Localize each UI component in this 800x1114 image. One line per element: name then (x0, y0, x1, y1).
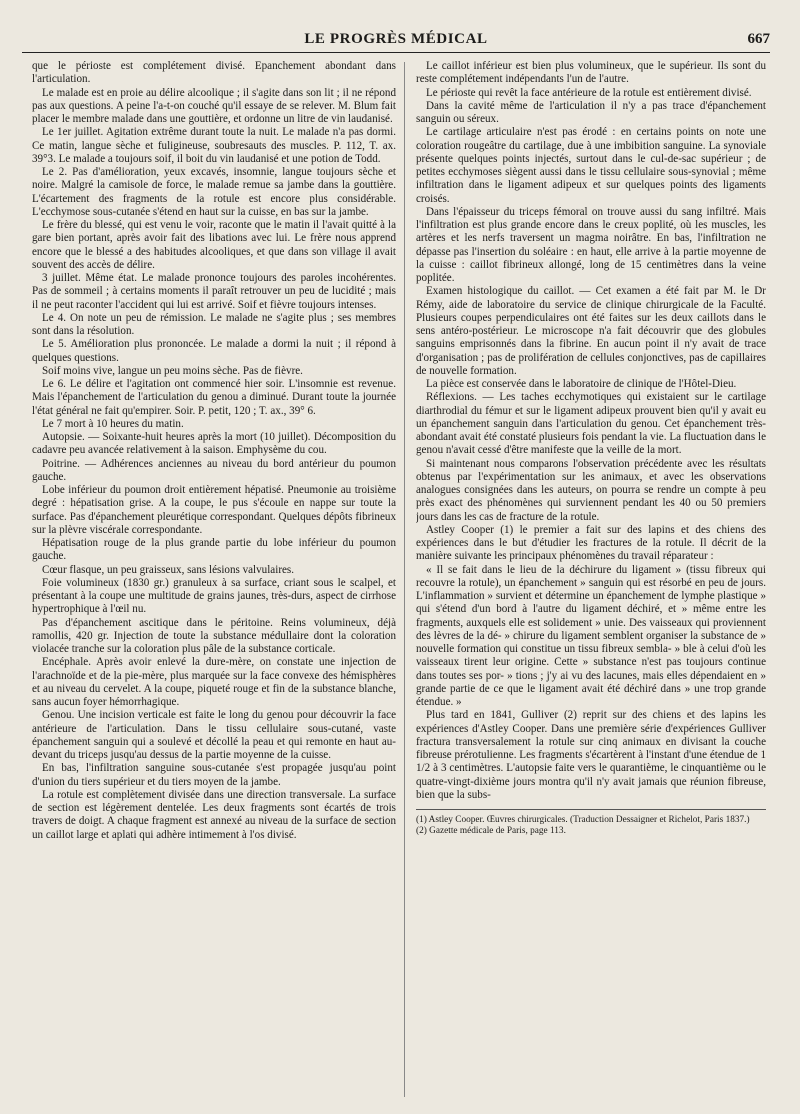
paragraph: Le 2. Pas d'amélioration, yeux excavés, insomnie, langue toujours sèche et noire. Malgré la camisole de force, le malade remue sa jambe dans la gouttière. L'écartement des fragments de la rotule est encore plus considérable. L'ecchymose sous-cutanée s'étend en haut sur la cuisse, en bas sur la jambe. (32, 166, 396, 218)
paragraph: Le cartilage articulaire n'est pas érodé : en certains points on note une coloration rougeâtre du cartilage, due à une imbibition sanguine. La synoviale présente quelques points injectés, surtout dans le cul-de-sac supérieur ; de petites ecchymoses siègent aussi dans le tissu cellulaire sous-synovial ; même infiltration dans le ligament adipeux et sur quelques points des ligaments croisés. (416, 126, 766, 205)
footnote-rule (416, 809, 766, 810)
paragraph: Le frère du blessé, qui est venu le voir, raconte que le matin il l'avait quitté à la gare bien portant, après avoir fait des libations avec lui. Le frère nous apprend encore que le blessé a des habitudes alcooliques, et que dans son village il avait souvent des accès de délire. (32, 219, 396, 271)
paragraph: Astley Cooper (1) le premier a fait sur des lapins et des chiens des expériences dans le but d'étudier les fractures de la rotule. Il décrit de la manière suivante les principaux phénomènes du travail réparateur : (416, 523, 766, 563)
paragraph: Pas d'épanchement ascitique dans le péritoine. Reins volumineux, déjà ramollis, 420 gr. Injection de toute la substance médullaire dont la coloration violacée tranche sur la coloration plus pâle de la substance corticale. (32, 616, 396, 655)
paragraph-autopsie: Autopsie. — Soixante-huit heures après la mort (10 juillet). Décomposition du cadavre peu avancée relativement à la saison. Emphysème du cou. (32, 431, 396, 457)
paragraph: Si maintenant nous comparons l'observation précédente avec les résultats obtenus par l'expérimentation sur les animaux, et avec les observations analogues consignées dans les auteurs, on pourra se rendre un compte à peu près exact des phénomènes qui surviennent pendant les 40 ou 50 premiers jours dans les cas de fracture de la rotule. (416, 457, 766, 523)
footnote: (1) Astley Cooper. Œuvres chirurgicales. (Traduction Dessaigner et Richelot, Paris 1837.) (416, 815, 750, 825)
paragraph: Dans l'épaisseur du triceps fémoral on trouve aussi du sang infiltré. Mais l'infiltration est plus grande encore dans le creux poplité, où les muscles, les artères et les nerfs traversent un magma noirâtre. En bas, l'infiltration ne dépasse pas l'insertion du soléaire : en haut, elle arrive à la partie moyenne de la cuisse : caillot fibrineux allongé, long de 15 centimètres dans la veine poplitée. (416, 205, 766, 284)
paragraph-examen: Examen histologique du caillot. — Cet examen a été fait par M. le Dr Rémy, aide de laboratoire du service de clinique chirurgicale de la Faculté. Plusieurs coupes perpendiculaires ont été faites sur les deux caillots dans le sens antéro-postérieur. Le microscope n'a fait découvrir que des globules sanguins emprisonnés dans la fibrine. En aucun point il n'y avait de trace d'organisation ; pas de prolifération de cellules conjonctives, pas de capillaires de nouvelle formation. (416, 285, 766, 377)
journal-title: LE PROGRÈS MÉDICAL (304, 31, 488, 47)
paragraph: 3 juillet. Même état. Le malade prononce toujours des paroles incohérentes. Pas de sommeil ; à certains moments il paraît retrouver un peu de lucidité ; mais il ne peut raconter l'accident qui lui est arrivé. Soif et fièvre toujours intenses. (32, 272, 396, 311)
paragraph-encephale: Encéphale. Après avoir enlevé la dure-mère, on constate une injection de l'arachnoïde et de la pie-mère, plus marquée sur la face convexe des hémisphères et au niveau du cervelet. A la coupe, piqueté rouge et fin de la substance blanche, sans aucun foyer hémorrhagique. (32, 656, 396, 708)
right-column (416, 60, 766, 1102)
footnote: (2) Gazette médicale de Paris, page 113. (416, 826, 566, 836)
paragraph-foie: Foie volumineux (1830 gr.) granuleux à sa surface, criant sous le scalpel, et présentant à la coupe une multitude de grains jaunes, très-durs, aspect de cirrhose hypertrophique à l'œil nu. (32, 576, 396, 616)
paragraph-poitrine: Poitrine. — Adhérences anciennes au niveau du bord antérieur du poumon gauche. (32, 457, 396, 483)
paragraph: Cœur flasque, un peu graisseux, sans lésions valvulaires. (42, 563, 295, 576)
paragraph: Lobe inférieur du poumon droit entièrement hépatisé. Pneumonie au troisième degré : hépatisation grise. A la coupe, le pus s'écoule en nappe sur toute la surface. Pas d'épanchement pleurétique correspondant. Quelques dépôts fibrineux sur la plèvre viscérale correspondante. (32, 484, 396, 536)
left-column (32, 60, 396, 1102)
paragraph: Plus tard en 1841, Gulliver (2) reprit sur des chiens et des lapins les expériences d'Astley Cooper. Dans une première série d'expériences Gulliver fractura transversalement la rotule sur cinq animaux en divisant la couche fibreuse prérotulienne. Les fragments s'écartèrent à l'instant d'une étendue de 1 1/2 à 3 centimètres. L'autopsie faite vers le quarantième, le cinquantième ou le quatre-vingt-dixième jours montra qu'il n'y avait jamais que réunion fibreuse, bien que la subs- (416, 709, 766, 801)
paragraph: En bas, l'infiltration sanguine sous-cutanée s'est propagée jusqu'au point d'union du tiers supérieur et du tiers moyen de la jambe. (32, 762, 396, 788)
paragraph-reflexions: Réflexions. — Les taches ecchymotiques qui existaient sur le cartilage diarthrodial du fémur et sur le ligament adipeux prouvent bien qu'il y avait eu un épanchement sanguin dans l'articulation du genou. Cet épanchement très-abondant avait été constaté plusieurs fois pendant la vie. La fluctuation dans le genou n'avait cessé d'être manifeste que la veille de la mort. (416, 391, 766, 457)
paragraph: Hépatisation rouge de la plus grande partie du lobe inférieur du poumon gauche. (32, 537, 396, 563)
paragraph: Dans la cavité même de l'articulation il n'y a pas trace d'épanchement sanguin ou séreux. (416, 99, 766, 125)
running-header (22, 30, 770, 53)
paragraph-genou: Genou. Une incision verticale est faite le long du genou pour découvrir la face antérieure de l'articulation. Dans le tissu cellulaire sous-cutané, vaste épanchement sanguin qui a soulevé et décollé la peau et qui remonte en haut au-devant du triceps jusqu'au dessus de la partie moyenne de la cuisse. (32, 709, 396, 761)
paragraph: Le 4. On note un peu de rémission. Le malade ne s'agite plus ; ses membres sont dans la résolution. (32, 311, 396, 337)
paragraph: Le périoste qui revêt la face antérieure de la rotule est entièrement divisé. (426, 86, 752, 99)
paragraph: Le malade est en proie au délire alcoolique ; il s'agite dans son lit ; il ne répond pas aux questions. A peine l'a-t-on couché qu'il essaye de se relever. M. Blum fait placer le membre malade dans une gouttière, et ordonne un litre de vin laudanisé. (32, 86, 396, 125)
paragraph: Le 6. Le délire et l'agitation ont commencé hier soir. L'insomnie est revenue. Mais l'épanchement de l'articulation du genou a diminué. Durant toute la journée l'état général ne fait qu'empirer. Soir. P. petit, 120 ; T. ax., 39° 6. (32, 378, 396, 417)
paragraph: Le caillot inférieur est bien plus volumineux, que le supérieur. Ils sont du reste complétement indépendants l'un de l'autre. (416, 60, 766, 86)
paragraph: Soif moins vive, langue un peu moins sèche. Pas de fièvre. (42, 364, 303, 377)
paragraph: La rotule est complètement divisée dans une direction transversale. La surface de section est légèrement dentelée. Les deux fragments sont écartés de trois travers de doigt. A chaque fragment est annexé au niveau de la surface de section un caillot large et aplati qui adhère intimement à l'os divisé. (32, 788, 396, 841)
paragraph: La pièce est conservée dans le laboratoire de clinique de l'Hôtel-Dieu. (426, 378, 737, 390)
paragraph: Le 7 mort à 10 heures du matin. (42, 417, 184, 430)
paragraph: que le périoste est complétement divisé. Epanchement abondant dans l'articulation. (32, 60, 396, 86)
page-number: 667 (747, 31, 770, 47)
quotation: « Il se fait dans le lieu de la déchirure du ligament » (tissu fibreux qui recouvre la rotule), un épanchement » sanguin qui est résorbé en peu de jours. L'inflammation » survient et détermine un épanchement de lymphe plastique » qui s'étend d'un bord à l'autre du ligament déchiré, et » même entre les fragments, auxquels elle est solidement » unie. Des vaisseaux qui proviennent des lèvres de la dé- » chirure du ligament semblent organiser la substance de » nouvelle formation qui constitue un tissu fibreux sembla- » ble à celui d'où les vaisseaux tirent leur origine. Cette » substance n'est pas toujours continue dans toutes ses por- » tions ; j'y ai vu des lacunes, mais elles dépendaient en » grande partie de ce que le ligament avait été déchiré dans » une trop grande étendue. » (416, 563, 766, 708)
paragraph: Le 1er juillet. Agitation extrême durant toute la nuit. Le malade n'a pas dormi. Ce matin, langue sèche et fuligineuse, soubresauts des muscles. P. 112, T. ax. 39°3. Le malade a toujours soif, il boit du vin laudanisé et une potion de Todd. (32, 126, 396, 165)
paragraph: Le 5. Amélioration plus prononcée. Le malade a dormi la nuit ; il répond à quelques questions. (32, 338, 396, 364)
column-divider (404, 62, 405, 1097)
